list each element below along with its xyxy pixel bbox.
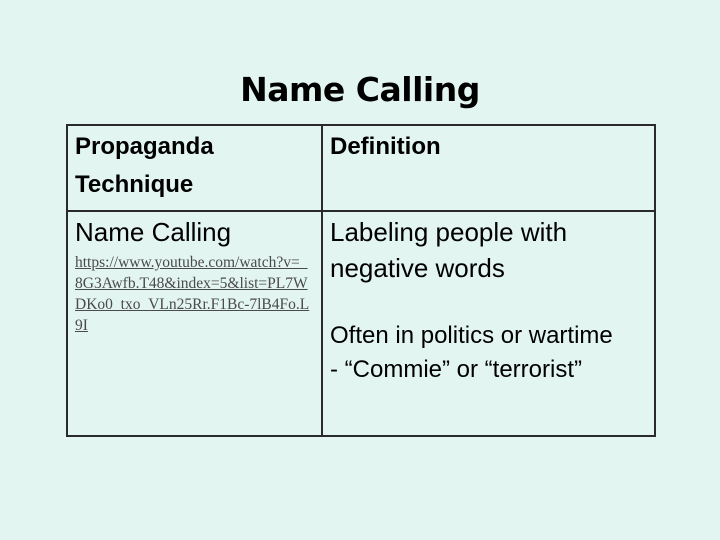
table-row	[67, 211, 655, 436]
header-cell-definition	[322, 125, 655, 211]
definition-note: Often in politics or wartime	[330, 322, 613, 349]
technique-cell	[67, 211, 322, 436]
table-header-row	[67, 125, 655, 211]
video-link[interactable]: https://www.youtube.com/watch?v=_8G3Awfb.T48&index=5&list=PL7WDKo0_txo_VLn25Rr.F1Bc-7lB4Fo.L9I	[75, 254, 310, 334]
technique-name: Name Calling	[75, 217, 232, 247]
definition-cell	[322, 211, 655, 436]
spacer	[323, 286, 654, 319]
header-cell-technique	[67, 125, 322, 211]
technique-table	[66, 124, 656, 437]
definition-text: Labeling people with negative words	[330, 217, 568, 283]
header-technique: Propaganda Technique	[75, 133, 214, 198]
definition-example: - “Commie” or “terrorist”	[330, 356, 582, 383]
slide-title: Name Calling	[240, 70, 480, 109]
header-definition: Definition	[330, 133, 441, 160]
